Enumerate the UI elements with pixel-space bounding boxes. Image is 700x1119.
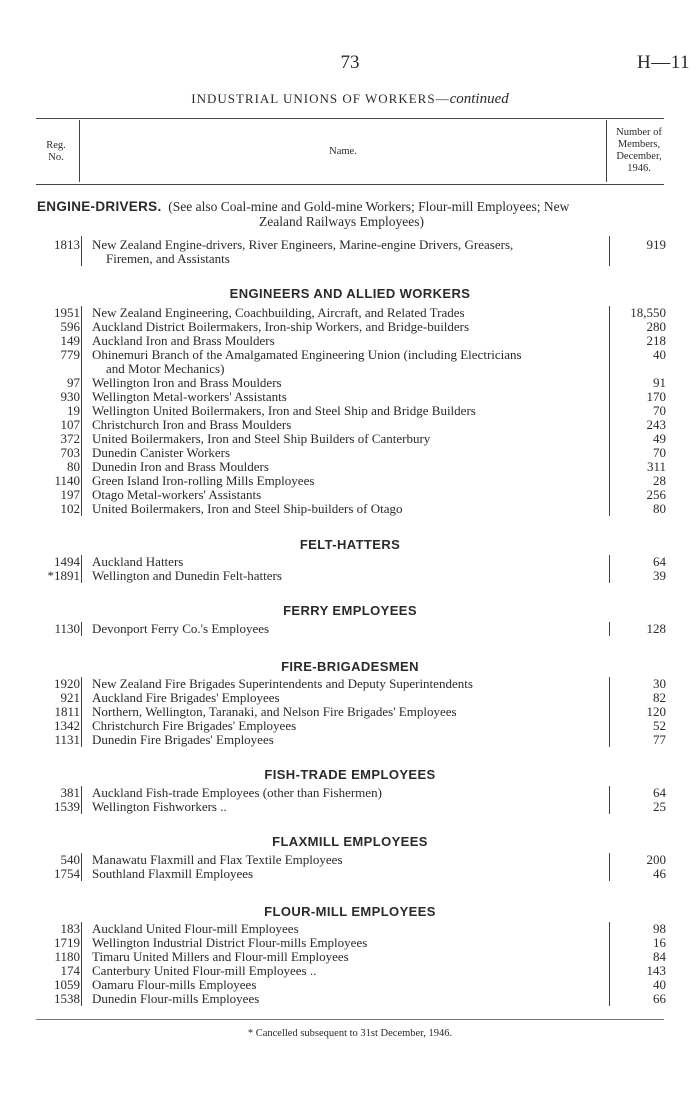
union-name: Timaru United Millers and Flour-mill Employees: [92, 949, 349, 964]
union-name: United Boilermakers, Iron and Steel Ship-builders of Otago: [92, 501, 403, 516]
footnote: * Cancelled subsequent to 31st December, 1946.: [247, 1028, 453, 1039]
member-count: 28: [653, 473, 666, 488]
column-rule: [609, 786, 610, 814]
table-row: [0, 376, 700, 390]
reg-number: 1539: [54, 799, 80, 814]
engine-drivers-heading: [37, 199, 569, 215]
column-rule: [609, 622, 610, 636]
union-name: Green Island Iron-rolling Mills Employees: [92, 473, 315, 488]
member-count: 64: [653, 554, 666, 569]
header-bottom-rule: [36, 184, 664, 185]
column-rule: [81, 677, 82, 747]
table-row: [0, 502, 700, 516]
member-count: 39: [653, 568, 666, 583]
table-row-continuation: [0, 362, 700, 376]
member-count: 84: [653, 949, 666, 964]
table-row: [0, 555, 700, 569]
table-row: [0, 488, 700, 502]
section-title: FIRE-BRIGADESMEN: [281, 659, 419, 674]
column-header-members-line2: Members,: [617, 139, 661, 150]
member-count: 170: [646, 389, 666, 404]
member-count: 80: [653, 501, 666, 516]
reg-number: 930: [60, 389, 80, 404]
running-head-continued: continued: [449, 91, 509, 107]
union-name: Wellington and Dunedin Felt-hatters: [92, 568, 282, 583]
member-count: 280: [646, 319, 666, 334]
union-name: Dunedin Canister Workers: [92, 445, 231, 460]
running-head-text: INDUSTRIAL UNIONS OF WORKERS—: [191, 91, 450, 106]
union-name: Dunedin Iron and Brass Moulders: [92, 459, 269, 474]
table-row: [0, 306, 700, 320]
union-name: Canterbury United Flour-mill Employees ..: [92, 963, 317, 978]
union-name: Auckland Iron and Brass Moulders: [92, 333, 275, 348]
column-header-name-text: Name.: [329, 146, 357, 157]
reg-number: 1059: [54, 977, 80, 992]
reg-number: 107: [60, 417, 80, 432]
member-count: 49: [653, 431, 666, 446]
column-header-reg-line2: No.: [48, 152, 64, 163]
reg-number: 1538: [54, 991, 80, 1006]
member-count: 52: [653, 718, 666, 733]
table-row: [0, 786, 700, 800]
reg-number: 1131: [54, 732, 80, 747]
union-name: Dunedin Flour-mills Employees: [92, 991, 260, 1006]
reg-number: 97: [67, 375, 80, 390]
reg-number: 1180: [54, 949, 80, 964]
reg-number: 174: [60, 963, 80, 978]
reg-number: *1891: [47, 568, 80, 583]
column-rule: [609, 306, 610, 516]
union-name: Auckland United Flour-mill Employees: [92, 921, 299, 936]
page-reference: H—11: [636, 52, 690, 73]
reg-number: 921: [60, 690, 80, 705]
table-row: [0, 964, 700, 978]
column-header-members-line3: December,: [616, 151, 662, 162]
table-row: [0, 404, 700, 418]
table-row: [0, 867, 700, 881]
member-count: 218: [646, 333, 666, 348]
running-head: [0, 91, 700, 108]
union-name: New Zealand Engine-drivers, River Engineers, Marine-engine Drivers, Greasers,: [92, 237, 514, 252]
reg-number: 1130: [54, 621, 80, 636]
column-rule: [81, 853, 82, 881]
section-title: FLOUR-MILL EMPLOYEES: [264, 904, 436, 919]
footnote-rule: [36, 1019, 664, 1020]
table-row: [0, 418, 700, 432]
column-rule: [609, 853, 610, 881]
union-name: Devonport Ferry Co.'s Employees: [92, 621, 270, 636]
column-rule: [81, 622, 82, 636]
section-title: FLAXMILL EMPLOYEES: [272, 834, 428, 849]
union-name: Dunedin Fire Brigades' Employees: [92, 732, 274, 747]
table-row: [0, 320, 700, 334]
reg-number: 1140: [54, 473, 80, 488]
reg-number: 1920: [54, 676, 80, 691]
union-name: Auckland Fire Brigades' Employees: [92, 690, 280, 705]
union-name: Auckland District Boilermakers, Iron-ship Workers, and Bridge-builders: [92, 319, 470, 334]
engine-drivers-note-continued: Zealand Railways Employees): [259, 214, 424, 229]
table-row: [0, 922, 700, 936]
union-name: Wellington United Boilermakers, Iron and Steel Ship and Bridge Builders: [92, 403, 476, 418]
member-count: 98: [653, 921, 666, 936]
reg-number: 540: [60, 852, 80, 867]
column-header-reg: [36, 140, 76, 164]
union-name: Wellington Industrial District Flour-mills Employees: [92, 935, 368, 950]
reg-number: 703: [60, 445, 80, 460]
column-header-reg-line1: Reg.: [46, 140, 66, 151]
column-rule: [81, 236, 82, 266]
reg-number: 197: [60, 487, 80, 502]
table-row: [0, 569, 700, 583]
union-name: Christchurch Fire Brigades' Employees: [92, 718, 297, 733]
table-row: [0, 446, 700, 460]
column-rule: [81, 306, 82, 516]
header-divider-right: [606, 120, 607, 182]
table-row: [0, 474, 700, 488]
union-name: Wellington Iron and Brass Moulders: [92, 375, 282, 390]
member-count: 243: [646, 417, 666, 432]
table-row: [0, 238, 700, 252]
column-rule: [81, 922, 82, 1006]
reg-number: 1719: [54, 935, 80, 950]
reg-number: 19: [67, 403, 80, 418]
column-rule: [81, 786, 82, 814]
member-count: 18,550: [630, 305, 666, 320]
reg-number: 1951: [54, 305, 80, 320]
reg-number: 1754: [54, 866, 80, 881]
member-count: 66: [653, 991, 666, 1006]
header-top-rule: [36, 118, 664, 119]
member-count: 128: [646, 621, 666, 636]
table-row: [0, 705, 700, 719]
reg-number: 149: [60, 333, 80, 348]
table-row: [0, 334, 700, 348]
table-row: [0, 622, 700, 636]
table-row: [0, 853, 700, 867]
reg-number: 596: [60, 319, 80, 334]
member-count: 311: [646, 459, 666, 474]
member-count: 120: [646, 704, 666, 719]
union-name: Northern, Wellington, Taranaki, and Nelson Fire Brigades' Employees: [92, 704, 457, 719]
member-count: 40: [653, 347, 666, 362]
section-title: FISH-TRADE EMPLOYEES: [264, 767, 436, 782]
reg-number: 183: [60, 921, 80, 936]
union-name: New Zealand Engineering, Coachbuilding, Aircraft, and Related Trades: [92, 305, 465, 320]
union-name: Oamaru Flour-mills Employees: [92, 977, 257, 992]
table-row: [0, 936, 700, 950]
union-name-continued: and Motor Mechanics): [106, 361, 225, 376]
union-name: New Zealand Fire Brigades Superintendents and Deputy Superintendents: [92, 676, 473, 691]
table-row: [0, 992, 700, 1006]
column-header-name: [80, 146, 606, 158]
table-row: [0, 733, 700, 747]
column-header-members-line1: Number of: [616, 127, 662, 138]
member-count: 40: [653, 977, 666, 992]
engine-drivers-title: ENGINE-DRIVERS.: [37, 199, 162, 214]
member-count: 200: [646, 852, 666, 867]
reg-number: 1494: [54, 554, 80, 569]
table-row: [0, 432, 700, 446]
table-row: [0, 800, 700, 814]
table-row: [0, 691, 700, 705]
column-rule: [609, 236, 610, 266]
column-rule: [609, 677, 610, 747]
section-title: FERRY EMPLOYEES: [283, 603, 417, 618]
column-header-members-line4: 1946.: [627, 163, 651, 174]
member-count: 16: [653, 935, 666, 950]
table-row: [0, 950, 700, 964]
union-name: Wellington Metal-workers' Assistants: [92, 389, 287, 404]
column-header-members: [608, 127, 670, 175]
union-name: Auckland Fish-trade Employees (other than Fishermen): [92, 785, 382, 800]
member-count: 82: [653, 690, 666, 705]
table-row: [0, 460, 700, 474]
page-number: 73: [340, 52, 360, 73]
table-row: [0, 390, 700, 404]
table-row: [0, 677, 700, 691]
member-count: 25: [653, 799, 666, 814]
member-count: 143: [646, 963, 666, 978]
union-name: Manawatu Flaxmill and Flax Textile Employees: [92, 852, 343, 867]
union-name: Southland Flaxmill Employees: [92, 866, 254, 881]
member-count: 70: [653, 445, 666, 460]
member-count: 30: [653, 676, 666, 691]
member-count: 919: [646, 237, 666, 252]
union-name: Christchurch Iron and Brass Moulders: [92, 417, 292, 432]
member-count: 64: [653, 785, 666, 800]
union-name: United Boilermakers, Iron and Steel Ship Builders of Canterbury: [92, 431, 431, 446]
section-title: ENGINEERS AND ALLIED WORKERS: [229, 286, 471, 301]
reg-number: 102: [60, 501, 80, 516]
table-row: [0, 719, 700, 733]
column-rule: [81, 555, 82, 583]
union-name: Ohinemuri Branch of the Amalgamated Engineering Union (including Electricians: [92, 347, 522, 362]
table-row: [0, 348, 700, 362]
table-row-continuation: [0, 252, 700, 266]
engine-drivers-note: (See also Coal-mine and Gold-mine Workers; Flour-mill Employees; New: [168, 199, 570, 214]
reg-number: 1813: [54, 237, 80, 252]
union-name: Wellington Fishworkers ..: [92, 799, 227, 814]
reg-number: 779: [60, 347, 80, 362]
reg-number: 1811: [54, 704, 80, 719]
union-name: Otago Metal-workers' Assistants: [92, 487, 262, 502]
column-rule: [609, 922, 610, 1006]
table-row: [0, 978, 700, 992]
member-count: 70: [653, 403, 666, 418]
member-count: 46: [653, 866, 666, 881]
reg-number: 80: [67, 459, 80, 474]
section-title: FELT-HATTERS: [299, 537, 401, 552]
member-count: 91: [653, 375, 666, 390]
member-count: 256: [646, 487, 666, 502]
reg-number: 1342: [54, 718, 80, 733]
union-name: Auckland Hatters: [92, 554, 184, 569]
union-name-continued: Firemen, and Assistants: [106, 251, 230, 266]
reg-number: 372: [60, 431, 80, 446]
column-rule: [609, 555, 610, 583]
member-count: 77: [653, 732, 666, 747]
reg-number: 381: [60, 785, 80, 800]
